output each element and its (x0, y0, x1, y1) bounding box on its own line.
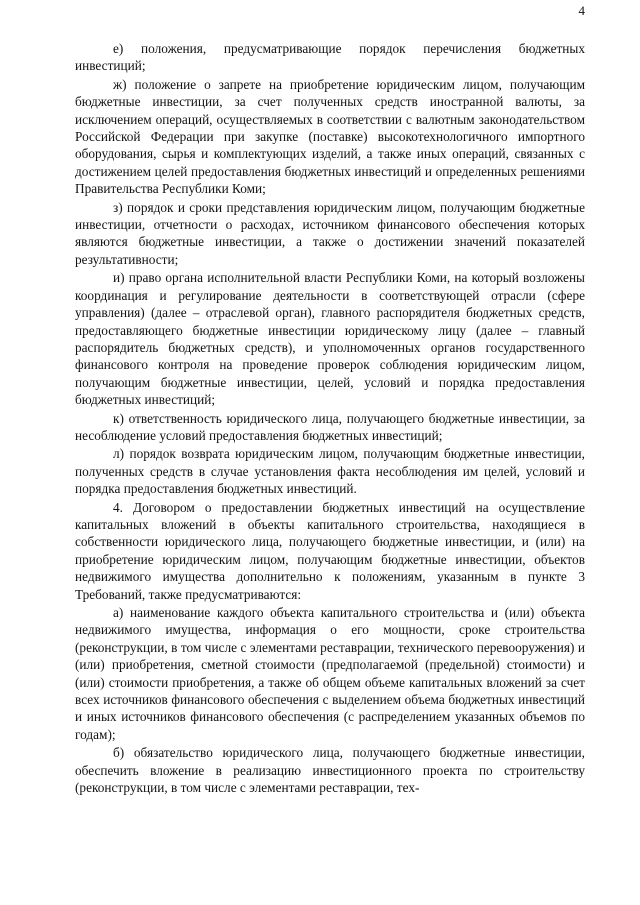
page-number: 4 (578, 3, 585, 18)
document-body (75, 40, 585, 797)
paragraph-l: л) порядок возврата юридическим лицом, получающим бюджетные инвестиции, полученных средств в случае установления факта несоблюдения им целей, условий и порядка предоставления бюджетных инвестиций. (75, 446, 585, 497)
paragraph-e: е) положения, предусматривающие порядок перечисления бюджетных инвестиций; (75, 41, 585, 74)
paragraph-b: б) обязательство юридического лица, получающего бюджетные инвестиции, обеспечить вложение в реализацию инвестиционного проекта по строительству (реконструкции, в том числе с элементами реставрации, тех- (75, 745, 585, 796)
paragraph-a: а) наименование каждого объекта капитального строительства и (или) объекта недвижимого имущества, информация о его мощности, сроке строительства (реконструкции, в том числе с элементами реставрации, технического перевооружения) и (или) приобретения, сметной стоимости (предполагаемой (предельной) стоимости) и (или) стоимости приобретения, а также об общем объеме капитальных вложений за счет всех источников финансового обеспечения с выделением объема бюджетных инвестиций и иных источников финансового обеспечения (с распределением указанных объемов по годам); (75, 605, 585, 742)
paragraph-i: и) право органа исполнительной власти Республики Коми, на который возложены координация и регулирование деятельности в соответствующей отрасли (сфере управления) (далее – отраслевой орган), главного распорядителя бюджетных средств, предоставляющего бюджетные инвестиции юридическому лицу (далее – главный распорядитель бюджетных средств), и уполномоченных органов государственного финансового контроля на проведение проверок соблюдения юридическим лицом, получающим бюджетные инвестиции, целей, условий и порядка предоставления бюджетных инвестиций; (75, 270, 585, 408)
paragraph-4: 4. Договором о предоставлении бюджетных инвестиций на осуществление капитальных вложений в объекты капитального строительства, находящиеся в собственности юридического лица, получающего бюджетные инвестиции, и (или) на приобретение юридическим лицом, получающим бюджетные инвестиции, объектов недвижимого имущества дополнительно к положениям, указанным в пункте 3 Требований, также предусматриваются: (75, 499, 585, 602)
paragraph-zh: ж) положение о запрете на приобретение юридическим лицом, получающим бюджетные инвестиции, за счет полученных средств иностранной валюты, за исключением операций, осуществляемых в соответствии с валютным законодательством Российской Федерации при закупке (поставке) высокотехнологичного импортного оборудования, сырья и комплектующих изделий, а также иных операций, связанных с достижением целей предоставления бюджетных инвестиций и определенных решениями Правительства Республики Коми; (75, 76, 585, 197)
paragraph-k: к) ответственность юридического лица, получающего бюджетные инвестиции, за несоблюдение условий предоставления бюджетных инвестиций; (75, 410, 585, 443)
paragraph-z: з) порядок и сроки представления юридическим лицом, получающим бюджетные инвестиции, отчетности о расходах, источником финансового обеспечения которых являются бюджетные инвестиции, а также о достижении значений показателей результативности; (75, 199, 585, 267)
